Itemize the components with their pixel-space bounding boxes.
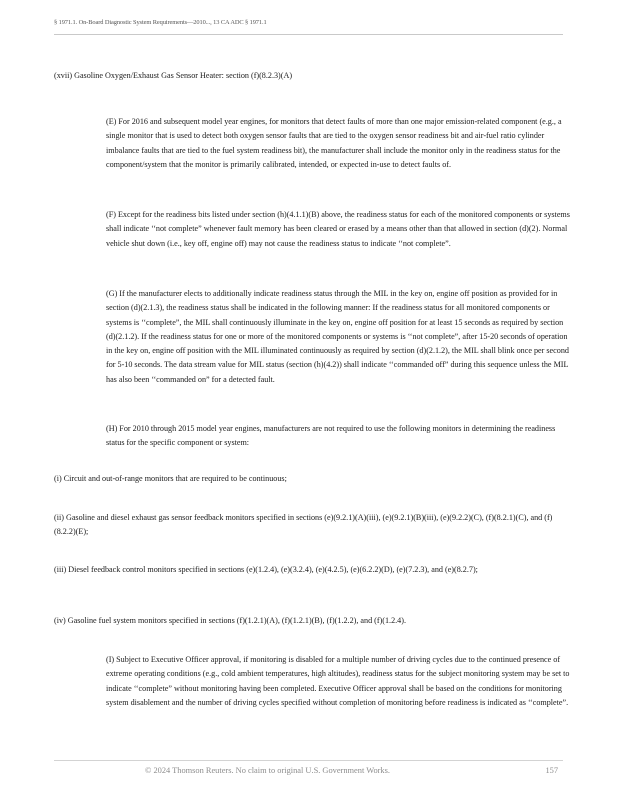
footer-copyright: © 2024 Thomson Reuters. No claim to original U.S. Government Works. — [145, 766, 390, 775]
paragraph-i: (I) Subject to Executive Officer approval, if monitoring is disabled for a multiple number of driving cycles due to the continued presence of extreme operating conditions (e.g., cold ambient temperatures, high altitudes), readiness status for the subject monitoring system may be set to indicate ‘‘complete” without monitoring having been completed. Executive Officer approval shall be based on the conditions for monitoring system disablement and the number of driving cycles specified without completion of monitoring before readiness is indicated as ‘‘complete”. — [106, 655, 570, 707]
section-heading-xvii: (xvii) Gasoline Oxygen/Exhaust Gas Sensor Heater: section (f)(8.2.3)(A) — [54, 71, 293, 80]
running-header: § 1971.1. On-Board Diagnostic System Requirements—2010..., 13 CA ADC § 1971.1 — [54, 19, 267, 26]
page-number: 157 — [545, 766, 558, 775]
list-item-iv: (iv) Gasoline fuel system monitors specified in sections (f)(1.2.1)(A), (f)(1.2.1)(B), (f)(1.2.2), and (f)(1.2.4). — [54, 616, 406, 625]
footer-divider — [54, 760, 563, 761]
paragraph-e: (E) For 2016 and subsequent model year engines, for monitors that detect faults of more than one major emission-related component (e.g., a single monitor that is used to detect both oxygen sensor faults that are tied to the oxygen sensor readiness bit and air-fuel ratio cylinder imbalance faults that are tied to the fuel system readiness bit), the manufacturer shall include the monitor only in the readiness status for the component/system that the monitor is primarily calibrated, intended, or expected in-use to detect faults of. — [106, 117, 562, 169]
list-item-ii: (ii) Gasoline and diesel exhaust gas sensor feedback monitors specified in sections (e)(9.2.1)(A)(iii), (e)(9.2.1)(B)(iii), (e)(9.2.2)(C), (f)(8.2.1)(C), and (f)(8.2.2)(E); — [54, 513, 553, 537]
paragraph-g: (G) If the manufacturer elects to additionally indicate readiness status through the MIL in the key on, engine off position as provided for in section (d)(2.1.3), the readiness status shall be indicated in the following manner: If the readiness status for all monitored components or systems is ‘‘complete”, the MIL shall continuously illuminate in the key on, engine off position for at least 15 seconds as required by section (d)(2.1.2). If the readiness status for one or more of the monitored components or systems is ‘‘not complete”, after 15-20 seconds of operation in the key on, engine off position with the MIL illuminated continuously as required by section (d)(2.1.2), the MIL shall blink once per second for 5-10 seconds. The data stream value for MIL status (section (h)(4.2)) shall indicate ‘‘commanded off” during this sequence unless the MIL has also been ‘‘commanded on” for a detected fault. — [106, 289, 569, 384]
header-divider — [54, 34, 563, 35]
list-item-i: (i) Circuit and out-of-range monitors that are required to be continuous; — [54, 474, 287, 483]
paragraph-h: (H) For 2010 through 2015 model year engines, manufacturers are not required to use the following monitors in determining the readiness status for the specific component or system: — [106, 424, 556, 448]
paragraph-f: (F) Except for the readiness bits listed under section (h)(4.1.1)(B) above, the readiness status for each of the monitored components or systems shall indicate ‘‘not complete” whenever fault memory has been cleared or erased by a means other than that allowed in section (d)(2). Normal vehicle shut down (i.e., key off, engine off) may not cause the readiness status to indicate ‘‘not complete”. — [106, 210, 570, 248]
list-item-iii: (iii) Diesel feedback control monitors specified in sections (e)(1.2.4), (e)(3.2.4), (e)(4.2.5), (e)(6.2.2)(D), (e)(7.2.3), and (e)(8.2.7); — [54, 565, 478, 574]
